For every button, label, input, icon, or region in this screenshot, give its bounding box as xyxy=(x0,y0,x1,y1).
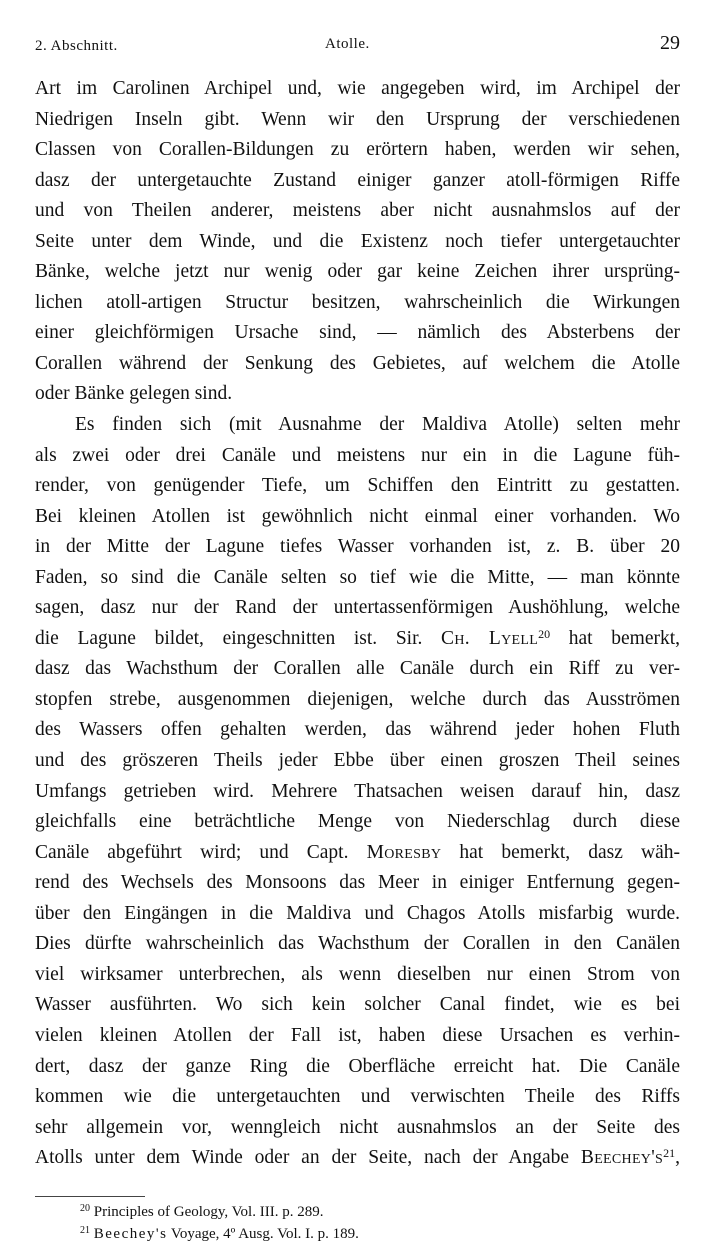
text-line: als zwei oder drei Canäle und meistens nur ein in die Lagune füh- xyxy=(35,444,680,466)
text-line: Wasser ausführten. Wo sich kein solcher Canal findet, wie es bei xyxy=(35,994,680,1016)
text-line: und des gröszeren Theils jeder Ebbe über einen groszen Theil seines xyxy=(35,750,680,772)
footnotes xyxy=(80,1201,680,1245)
chapter-title: Atolle. xyxy=(325,36,370,52)
text-line: Seite unter dem Winde, und die Existenz noch tiefer untergetauchter xyxy=(35,230,680,252)
text-line: rend des Wechsels des Monsoons das Meer in einiger Entfernung gegen- xyxy=(35,872,680,894)
text-line: viel wirksamer unterbrechen, als wenn dieselben nur einen Strom von xyxy=(35,963,680,985)
text-line: kommen wie die untergetauchten und verwischten Theile des Riffs xyxy=(35,1086,680,1108)
running-header xyxy=(35,30,680,62)
text-line xyxy=(35,838,680,869)
text-line: einer gleichförmigen Ursache sind, — nämlich des Absterbens der xyxy=(35,322,680,344)
text-line: stopfen strebe, ausgenommen diejenigen, welche durch das Ausströmen xyxy=(35,688,680,710)
text-line: Niedrigen Inseln gibt. Wenn wir den Ursprung der verschiedenen xyxy=(35,108,680,130)
text-line: lichen atoll-artigen Structur besitzen, wahrscheinlich die Wirkungen xyxy=(35,291,680,313)
page-number: 29 xyxy=(660,32,680,54)
text-line: Bänke, welche jetzt nur wenig oder gar keine Zeichen ihrer ursprüng- xyxy=(35,261,680,283)
text-line xyxy=(35,1143,680,1174)
text-segment: Canäle abgeführt wird; und Capt. xyxy=(35,841,367,863)
section-label: 2. Abschnitt. xyxy=(35,38,118,54)
paragraph-1 xyxy=(35,74,680,410)
text-line: des Wassers offen gehalten werden, das während jeder hohen Fluth xyxy=(35,719,680,741)
footnote-mark: 20 xyxy=(80,1202,90,1214)
text-line: vielen kleinen Atollen der Fall ist, haben diese Ursachen es verhin- xyxy=(35,1024,680,1046)
text-line xyxy=(35,624,680,655)
text-line: über den Eingängen in die Maldiva und Chagos Atolls misfarbig wurde. xyxy=(35,902,680,924)
text-segment: hat bemerkt, xyxy=(550,627,681,649)
text-line: Art im Carolinen Archipel und, wie angegeben wird, im Archipel der xyxy=(35,78,680,99)
text-line: Umfangs getrieben wird. Mehrere Thatsachen weisen darauf hin, dasz xyxy=(35,780,680,802)
text-line: render, von genügender Tiefe, um Schiffen den Eintritt zu gestatten. xyxy=(35,475,680,497)
author-name: Moresby xyxy=(366,841,442,863)
author-name: Ch. Lyell xyxy=(441,627,539,649)
footnote-text: Principles of Geology, Vol. III. p. 289. xyxy=(93,1203,324,1220)
text-line: dasz der untergetauchte Zustand einiger ganzer atoll-förmigen Riffe xyxy=(35,169,680,191)
text-line: in der Mitte der Lagune tiefes Wasser vorhanden ist, z. B. über 20 xyxy=(35,536,680,558)
text-segment: Atolls unter dem Winde oder an der Seite, nach der Angabe xyxy=(35,1147,581,1169)
text-line: und von Theilen anderer, meistens aber nicht ausnahmslos auf der xyxy=(35,200,680,222)
text-line: sagen, dasz nur der Rand der untertassenförmigen Aushöhlung, welche xyxy=(35,597,680,619)
text-line: sehr allgemein vor, wenngleich nicht ausnahmslos an der Seite des xyxy=(35,1116,680,1138)
author-name: Beechey's xyxy=(580,1147,664,1169)
text-line: dasz das Wachsthum der Corallen alle Canäle durch ein Riff zu ver- xyxy=(35,658,680,680)
text-line: dert, dasz der ganze Ring die Oberfläche erreicht hat. Die Canäle xyxy=(35,1055,680,1077)
footnote-text: Voyage, 4º Ausg. Vol. I. p. 189. xyxy=(167,1225,359,1242)
footnote-20 xyxy=(80,1201,680,1223)
text-line: Faden, so sind die Canäle selten so tief wie die Mitte, — man könnte xyxy=(35,566,680,588)
text-segment: hat bemerkt, dasz wäh- xyxy=(441,841,680,863)
footnote-ref[interactable]: 21 xyxy=(663,1146,676,1161)
text-line: gleichfalls eine beträchtliche Menge von Niederschlag durch diese xyxy=(35,811,680,833)
footnote-21 xyxy=(80,1223,680,1245)
book-page xyxy=(35,30,680,1245)
text-segment: , xyxy=(675,1147,680,1169)
footnote-author: Beechey's xyxy=(93,1225,168,1242)
footnote-ref[interactable]: 20 xyxy=(538,626,551,641)
footnote-mark: 21 xyxy=(80,1224,90,1236)
text-line: Dies dürfte wahrscheinlich das Wachsthum der Corallen in den Canälen xyxy=(35,933,680,955)
text-line: Classen von Corallen-Bildungen zu erörtern haben, werden wir sehen, xyxy=(35,139,680,161)
text-segment: die Lagune bildet, eingeschnitten ist. Sir. xyxy=(35,627,442,649)
paragraph-2 xyxy=(35,410,680,1174)
text-line: Bei kleinen Atollen ist gewöhnlich nicht einmal einer vorhanden. Wo xyxy=(35,505,680,527)
footnote-divider xyxy=(35,1196,145,1197)
body-text xyxy=(35,74,680,1174)
text-line: Corallen während der Senkung des Gebietes, auf welchem die Atolle xyxy=(35,352,680,374)
text-line: Es finden sich (mit Ausnahme der Maldiva Atolle) selten mehr xyxy=(75,414,680,436)
text-line: oder Bänke gelegen sind. xyxy=(35,383,233,405)
